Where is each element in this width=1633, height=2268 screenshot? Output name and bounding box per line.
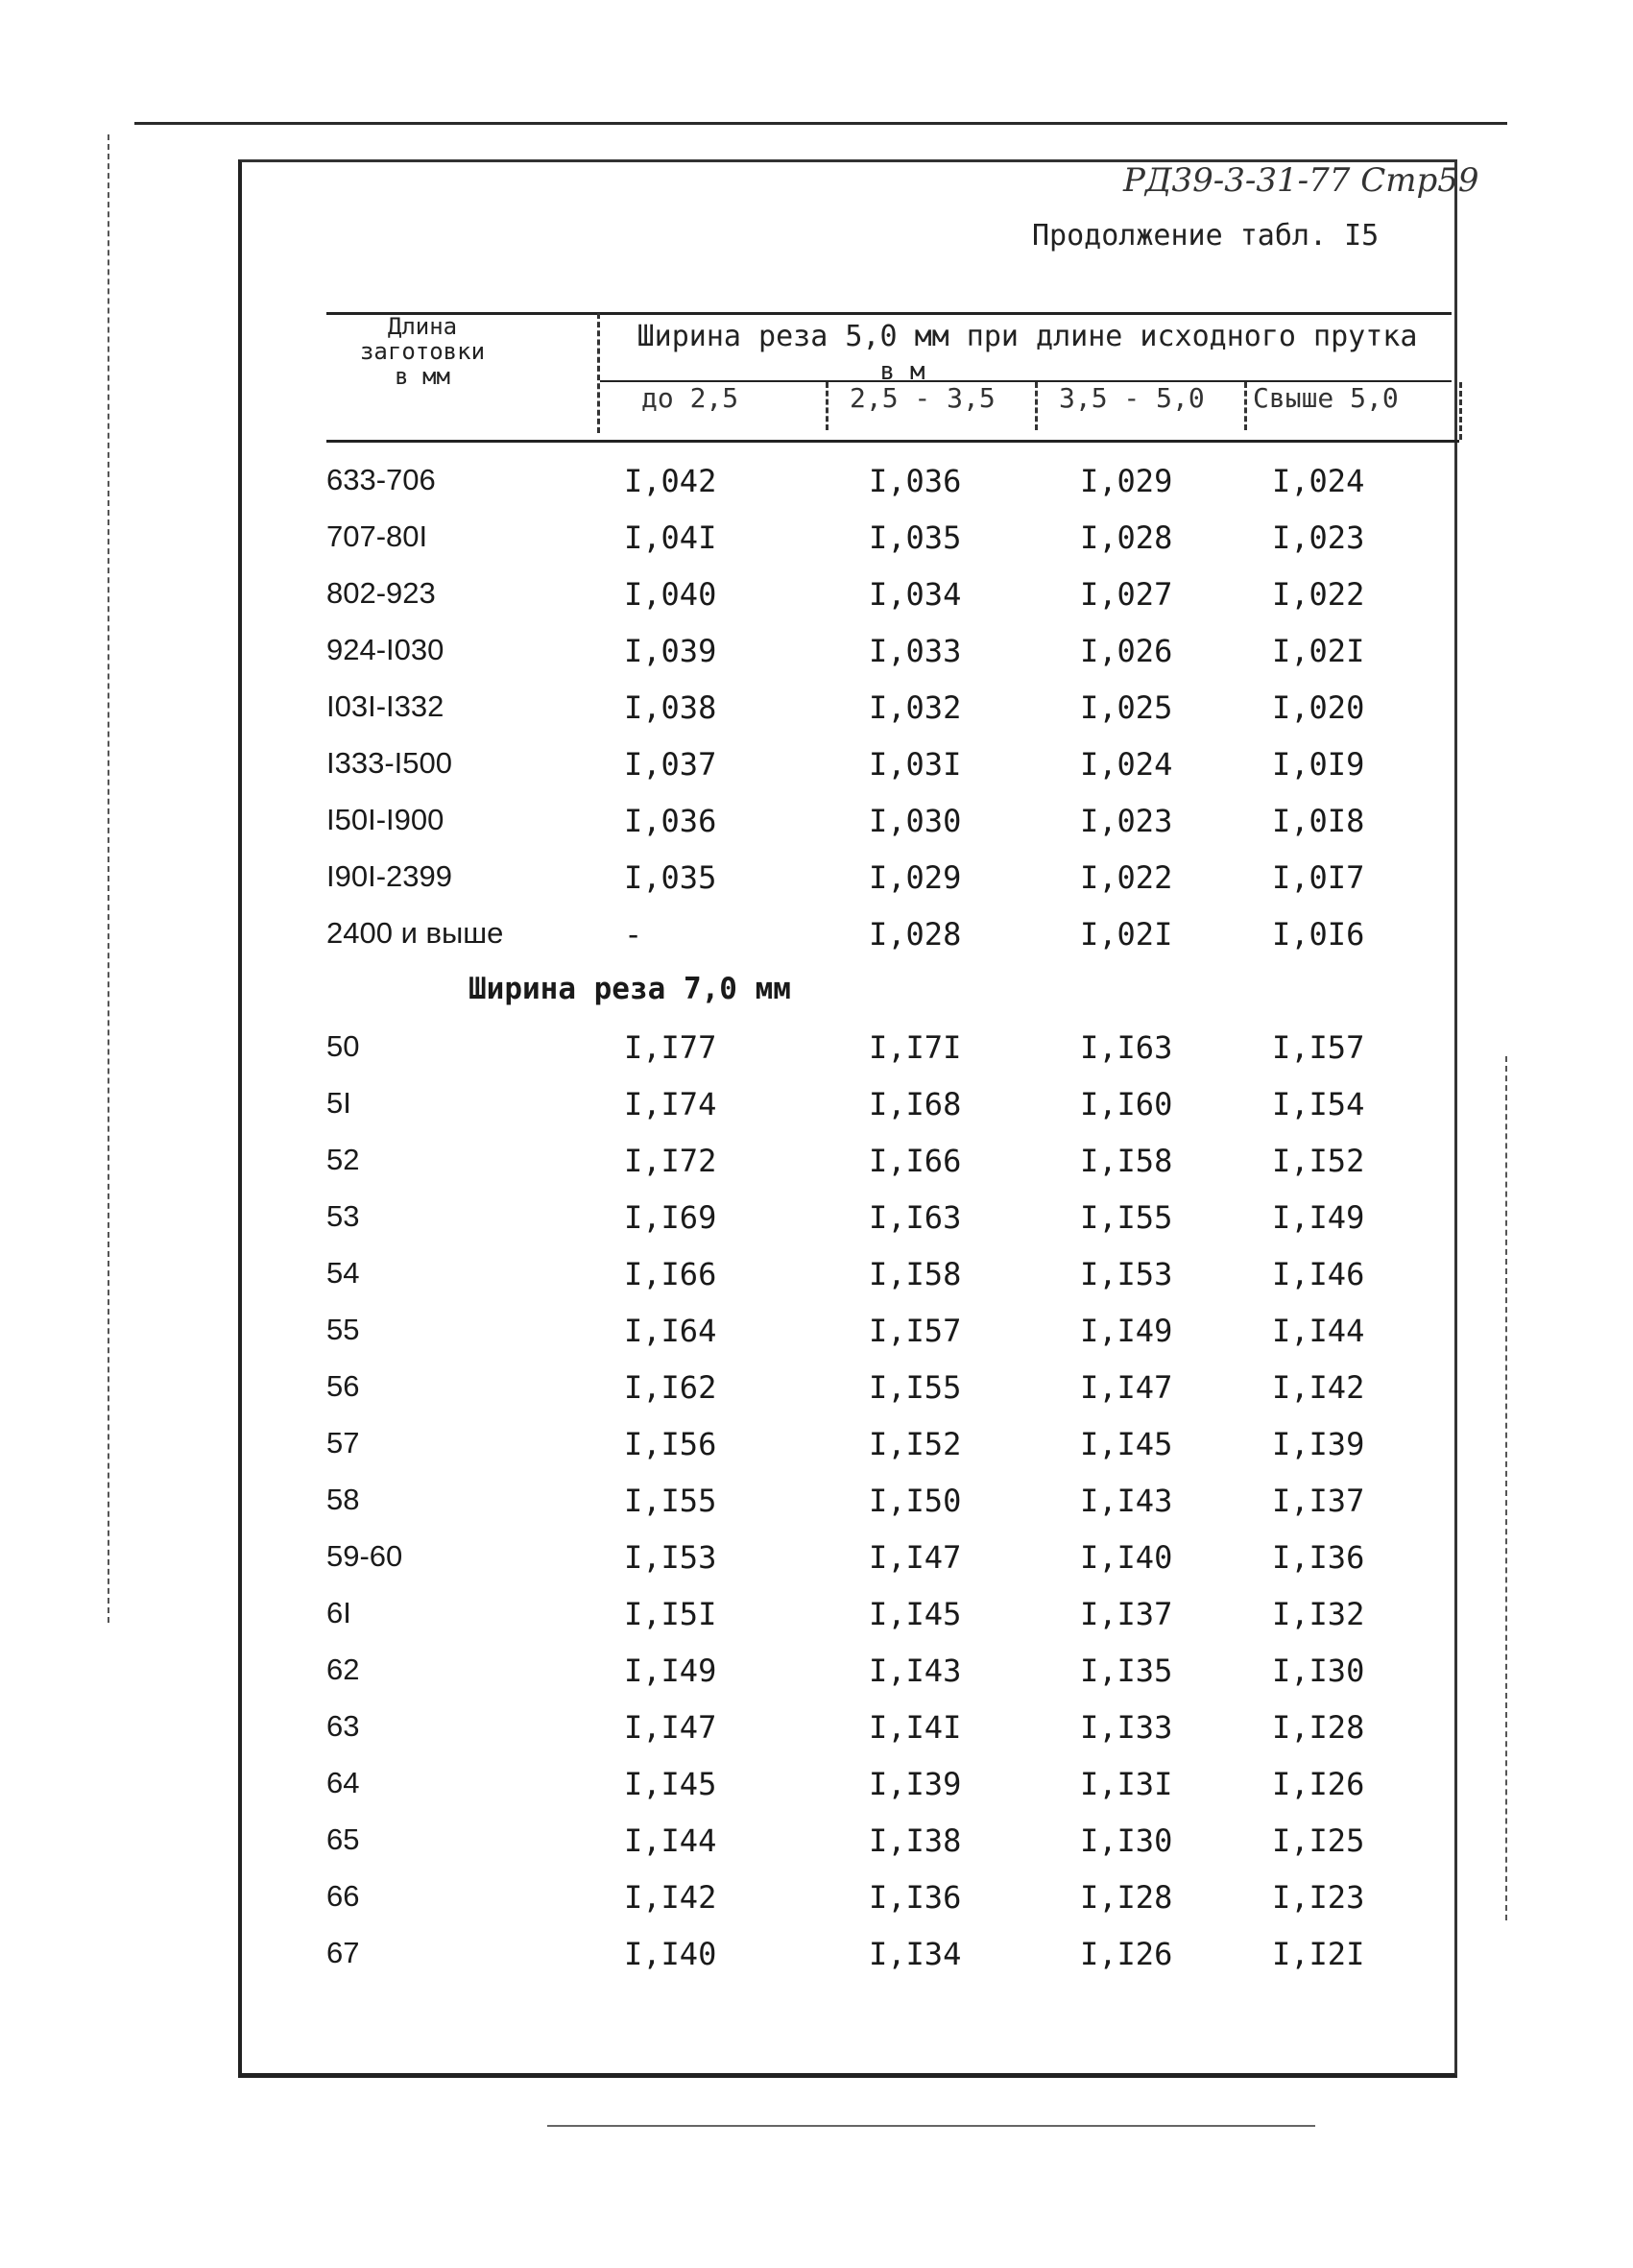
row-value: I,I45 (869, 1596, 962, 1632)
row-value: I,I36 (869, 1879, 962, 1916)
header-length-line: в мм (395, 363, 450, 390)
row-value: I,036 (869, 463, 962, 499)
header-subcol: до 2,5 (641, 382, 739, 414)
row-value: I,024 (1080, 746, 1173, 783)
row-value: I,I45 (624, 1766, 717, 1802)
row-value: I,029 (869, 859, 962, 896)
row-value: I,I34 (869, 1936, 962, 1972)
row-length: 56 (326, 1369, 360, 1403)
header-sub-separator (826, 382, 829, 430)
row-value: I,I52 (869, 1426, 962, 1462)
header-bottom-rule (326, 440, 1459, 443)
row-value: I,I44 (1272, 1313, 1365, 1349)
header-subcol: 2,5 - 3,5 (850, 382, 996, 414)
row-value: I,I7I (869, 1029, 962, 1066)
row-length: 63 (326, 1709, 360, 1743)
row-value: I,030 (869, 803, 962, 839)
row-value: I,023 (1272, 519, 1365, 556)
row-length: 54 (326, 1256, 360, 1290)
row-value: I,I55 (1080, 1199, 1173, 1236)
row-value: I,034 (869, 576, 962, 613)
row-value: I,04I (624, 519, 717, 556)
row-value: I,I69 (624, 1199, 717, 1236)
row-length: I50I-I900 (326, 803, 444, 836)
left-margin-mark (108, 134, 111, 1623)
row-value: I,I37 (1272, 1483, 1365, 1519)
row-value: I,I28 (1080, 1879, 1173, 1916)
row-value: I,I43 (1080, 1483, 1173, 1519)
row-value: I,033 (869, 633, 962, 669)
row-value: I,0I6 (1272, 916, 1365, 953)
table-continuation-title: Продолжение табл. I5 (1032, 219, 1380, 253)
header-span-unit: в м (879, 357, 925, 386)
row-value: I,I53 (1080, 1256, 1173, 1292)
row-length: 55 (326, 1313, 360, 1346)
row-value: I,I46 (1272, 1256, 1365, 1292)
row-value: I,I62 (624, 1369, 717, 1406)
row-length: 67 (326, 1936, 360, 1969)
row-length: 802-923 (326, 576, 436, 610)
row-value: I,I47 (869, 1539, 962, 1576)
row-value: I,025 (1080, 689, 1173, 726)
row-value: I,02I (1080, 916, 1173, 953)
row-value: I,I63 (869, 1199, 962, 1236)
row-value: I,I2I (1272, 1936, 1365, 1972)
row-value: I,I55 (624, 1483, 717, 1519)
row-value: I,0I8 (1272, 803, 1365, 839)
header-subcol: Свыше 5,0 (1253, 382, 1399, 414)
row-value: I,036 (624, 803, 717, 839)
row-length: 707-80I (326, 519, 428, 553)
row-value: I,0I9 (1272, 746, 1365, 783)
row-value: I,I25 (1272, 1822, 1365, 1859)
row-length: 53 (326, 1199, 360, 1233)
row-length: 66 (326, 1879, 360, 1913)
row-value: I,I50 (869, 1483, 962, 1519)
row-value: I,022 (1272, 576, 1365, 613)
row-value: I,028 (1080, 519, 1173, 556)
row-value: I,042 (624, 463, 717, 499)
row-value: I,I74 (624, 1086, 717, 1122)
row-value: I,020 (1272, 689, 1365, 726)
header-length-column (326, 314, 518, 389)
row-value: I,03I (869, 746, 962, 783)
row-length: I90I-2399 (326, 859, 452, 893)
row-length: 2400 и выше (326, 916, 504, 950)
row-value: I,I49 (1272, 1199, 1365, 1236)
row-value: I,I36 (1272, 1539, 1365, 1576)
row-value: I,02I (1272, 633, 1365, 669)
header-length-line: Длина (387, 313, 458, 340)
row-length: 65 (326, 1822, 360, 1856)
row-length: 6I (326, 1596, 351, 1629)
row-value: I,I26 (1272, 1766, 1365, 1802)
section-title: Ширина реза 7,0 мм (468, 972, 791, 1006)
row-length: 62 (326, 1653, 360, 1686)
row-value: I,0I7 (1272, 859, 1365, 896)
row-value: I,032 (869, 689, 962, 726)
row-value: I,026 (1080, 633, 1173, 669)
row-value: I,I43 (869, 1653, 962, 1689)
row-value: I,I38 (869, 1822, 962, 1859)
row-value: I,I4I (869, 1709, 962, 1746)
row-value: I,035 (624, 859, 717, 896)
row-value: I,I64 (624, 1313, 717, 1349)
row-value: I,I23 (1272, 1879, 1365, 1916)
row-value: I,I68 (869, 1086, 962, 1122)
row-value: I,I77 (624, 1029, 717, 1066)
row-value: - (624, 916, 643, 953)
row-value: I,I47 (1080, 1369, 1173, 1406)
row-value: I,I66 (869, 1143, 962, 1179)
row-value: I,029 (1080, 463, 1173, 499)
right-margin-mark (1505, 1056, 1509, 1920)
row-value: I,I66 (624, 1256, 717, 1292)
bottom-scan-line (547, 2125, 1315, 2127)
row-length: 633-706 (326, 463, 436, 496)
row-value: I,I35 (1080, 1653, 1173, 1689)
row-length: 57 (326, 1426, 360, 1460)
header-span-title: Ширина реза 5,0 мм при длине исходного прутка (636, 320, 1418, 353)
header-sub-separator (1035, 382, 1038, 430)
header-col-separator (597, 313, 600, 433)
row-value: I,039 (624, 633, 717, 669)
row-value: I,I32 (1272, 1596, 1365, 1632)
document-stamp: РД39-3-31-77 Стр59 (1123, 161, 1479, 200)
header-sub-separator (1244, 382, 1247, 430)
row-length: 64 (326, 1766, 360, 1799)
row-value: I,I58 (1080, 1143, 1173, 1179)
row-value: I,I30 (1080, 1822, 1173, 1859)
row-value: I,I63 (1080, 1029, 1173, 1066)
row-value: I,I33 (1080, 1709, 1173, 1746)
row-value: I,038 (624, 689, 717, 726)
row-value: I,I72 (624, 1143, 717, 1179)
row-value: I,I54 (1272, 1086, 1365, 1122)
row-value: I,I53 (624, 1539, 717, 1576)
row-value: I,037 (624, 746, 717, 783)
row-value: I,I52 (1272, 1143, 1365, 1179)
row-length: 50 (326, 1029, 360, 1063)
header-right-separator (1459, 382, 1462, 440)
row-value: I,I49 (1080, 1313, 1173, 1349)
row-value: I,I58 (869, 1256, 962, 1292)
row-length: 924-I030 (326, 633, 444, 666)
row-value: I,I55 (869, 1369, 962, 1406)
row-length: 52 (326, 1143, 360, 1176)
row-value: I,I3I (1080, 1766, 1173, 1802)
row-value: I,I40 (1080, 1539, 1173, 1576)
row-value: I,I40 (624, 1936, 717, 1972)
row-value: I,027 (1080, 576, 1173, 613)
row-value: I,024 (1272, 463, 1365, 499)
row-value: I,I60 (1080, 1086, 1173, 1122)
row-value: I,I37 (1080, 1596, 1173, 1632)
row-value: I,I5I (624, 1596, 717, 1632)
row-value: I,I28 (1272, 1709, 1365, 1746)
row-value: I,I26 (1080, 1936, 1173, 1972)
row-value: I,I45 (1080, 1426, 1173, 1462)
row-value: I,I47 (624, 1709, 717, 1746)
row-value: I,035 (869, 519, 962, 556)
row-value: I,I42 (624, 1879, 717, 1916)
header-subcol: 3,5 - 5,0 (1059, 382, 1205, 414)
row-length: 59-60 (326, 1539, 403, 1573)
top-scan-line (134, 122, 1507, 125)
row-value: I,023 (1080, 803, 1173, 839)
header-length-line: заготовки (359, 338, 486, 365)
row-value: I,I49 (624, 1653, 717, 1689)
row-value: I,040 (624, 576, 717, 613)
row-value: I,I39 (869, 1766, 962, 1802)
row-value: I,I44 (624, 1822, 717, 1859)
row-length: 58 (326, 1483, 360, 1516)
row-value: I,I42 (1272, 1369, 1365, 1406)
row-value: I,I57 (1272, 1029, 1365, 1066)
row-length: 5I (326, 1086, 351, 1120)
row-value: I,I57 (869, 1313, 962, 1349)
row-value: I,I30 (1272, 1653, 1365, 1689)
row-length: I03I-I332 (326, 689, 444, 723)
row-length: I333-I500 (326, 746, 452, 780)
row-value: I,022 (1080, 859, 1173, 896)
row-value: I,I56 (624, 1426, 717, 1462)
row-value: I,I39 (1272, 1426, 1365, 1462)
row-value: I,028 (869, 916, 962, 953)
